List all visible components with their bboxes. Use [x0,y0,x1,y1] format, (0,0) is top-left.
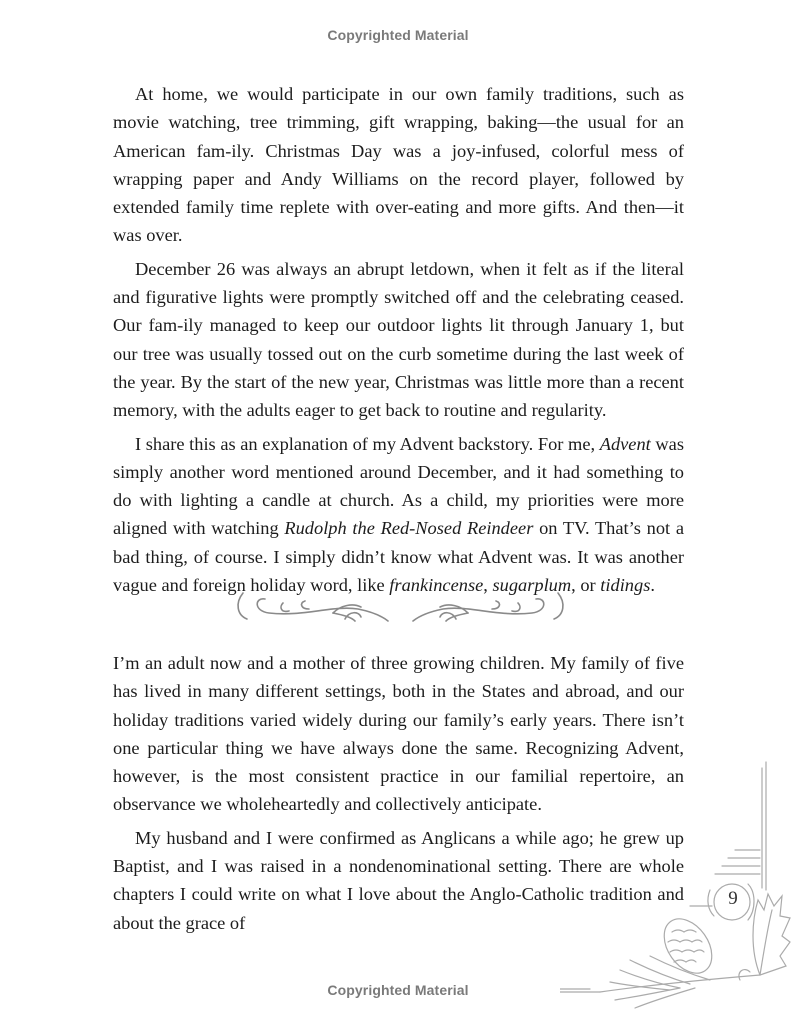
text-run: was simply another word mentioned around December, and it had something to do with lighting a candle at church. As a child, my priorities were more aligned with watching [113,433,684,539]
italic-text: frankincense [389,575,484,596]
text-run: . [650,575,655,596]
copyright-watermark-top: Copyrighted Material [327,27,469,43]
text-run: , or [571,575,601,596]
text-run: I’m an adult now and a mother of three growing children. My family of five has lived in many different settings, both in the States and abroad, and our holiday traditions varied widely during our family’s early years. There isn’t one particular thing we have always done the same. Recognizing Advent, however, is the most consistent practice in our familial repertoire, an observance we wholeheartedly and collectively anticipate. [113,653,684,815]
text-run: At home, we would participate in our own family traditions, such as movie watching, tree trimming, gift wrapping, baking—the usual for an American fam-ily. Christmas Day was a joy-infused, colorful mess of wrapping paper and Andy Williams on the record player, followed by extended family time replete with over-eating and more gifts. And then—it was over. [113,84,684,246]
italic-text: tidings [600,575,651,596]
copyright-watermark-bottom: Copyrighted Material [327,982,469,998]
text-run: My husband and I were confirmed as Anglicans a while ago; he grew up Baptist, and I was raised in a nondenominational setting. There are whole chapters I could write on what I love about the Anglo-Catholic tradition and about the grace of [113,827,684,933]
italic-text: Rudolph the Red-Nosed Reindeer [284,518,534,539]
italic-text: sugarplum [492,575,572,596]
paragraph [113,255,684,425]
text-run: I share this as an explanation of my Advent backstory. For me, [135,433,600,454]
text-run: December 26 was always an abrupt letdown, when it felt as if the literal and figurative lights were promptly switched off and the celebrating ceased. Our fam-ily managed to keep our outdoor lights lit through January 1, but our tree was usually tossed out on the curb sometime during the last week of the year. By the start of the new year, Christmas was little more than a recent memory, with the adults eager to get back to routine and regularity. [113,258,684,421]
text-run: on TV. That’s not a bad thing, of course. I simply didn’t know what Advent was. It was another vague and foreign holiday word, like [113,518,684,596]
text-run: , [483,575,493,596]
page-number: 9 [728,888,738,909]
paragraph [113,430,684,600]
body-text-section-1 [113,80,684,604]
italic-text: Advent [599,433,651,454]
flourish-divider-icon [233,585,568,625]
paragraph [113,80,684,250]
